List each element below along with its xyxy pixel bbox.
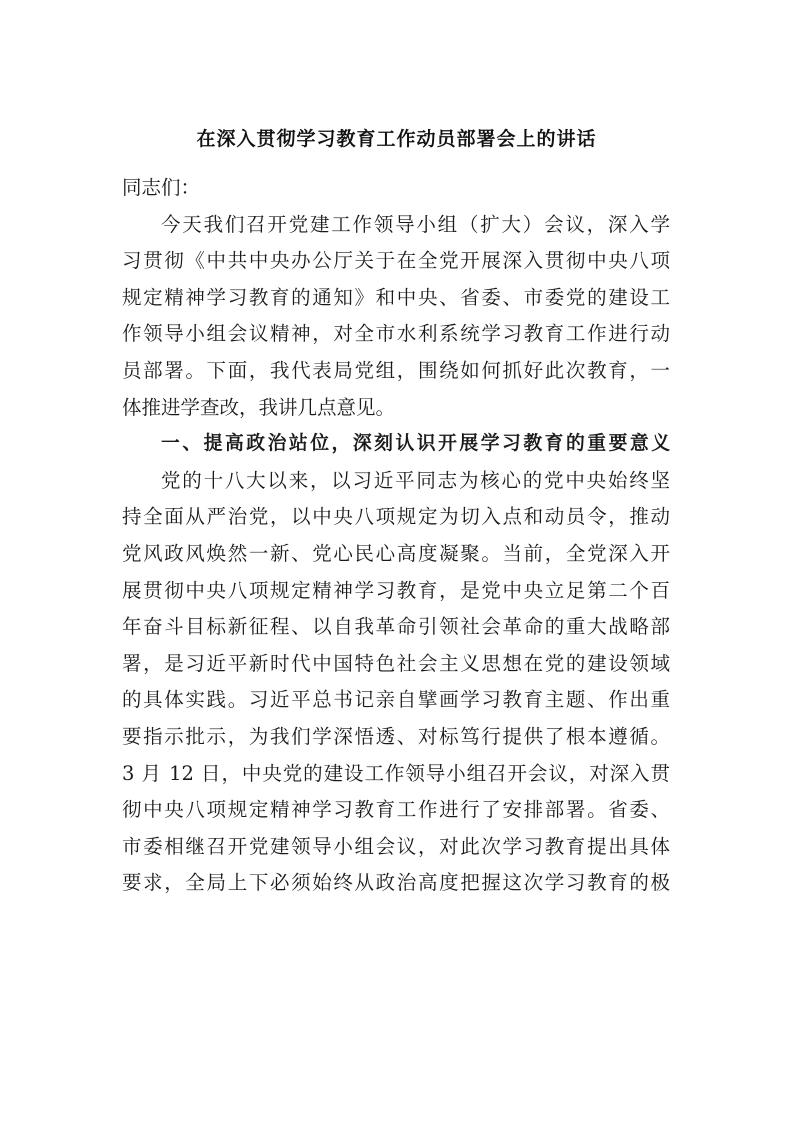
paragraph-line: 署，是习近平新时代中国特色社会主义思想在党的建设领域 <box>122 651 670 675</box>
paragraph-line: 持全面从严治党，以中央八项规定为切入点和动员令，推动 <box>122 505 670 529</box>
section-heading: 一、提高政治站位，深刻认识开展学习教育的重要意义 <box>161 433 670 455</box>
paragraph-line: 党的十八大以来，以习近平同志为核心的党中央始终坚 <box>161 468 670 492</box>
paragraph-line: 展贯彻中央八项规定精神学习教育，是党中央立足第二个百 <box>122 578 670 602</box>
paragraph-line: 习贯彻《中共中央办公厅关于在全党开展深入贯彻中央八项 <box>122 249 670 273</box>
paragraph-line: 今天我们召开党建工作领导小组（扩大）会议，深入学 <box>161 212 670 236</box>
paragraph-line: 彻中央八项规定精神学习教育工作进行了安排部署。省委、 <box>122 798 670 822</box>
paragraph-line: 要指示批示，为我们学深悟透、对标笃行提供了根本遵循。 <box>122 724 670 748</box>
paragraph-line: 规定精神学习教育的通知》和中央、省委、市委党的建设工 <box>122 285 670 309</box>
paragraph-line: 作领导小组会议精神，对全市水利系统学习教育工作进行动 <box>122 322 670 346</box>
paragraph-line: 的具体实践。习近平总书记亲自擘画学习教育主题、作出重 <box>122 688 670 712</box>
paragraph-line: 要求，全局上下必须始终从政治高度把握这次学习教育的极 <box>122 871 670 895</box>
salutation: 同志们： <box>122 176 201 199</box>
document-title: 在深入贯彻学习教育工作动员部署会上的讲话 <box>196 128 597 150</box>
paragraph-line: 党风政风焕然一新、党心民心高度凝聚。当前，全党深入开 <box>122 541 670 565</box>
paragraph-line: 年奋斗目标新征程、以自我革命引领社会革命的重大战略部 <box>122 615 670 639</box>
paragraph-line: 3 月 12 日，中央党的建设工作领导小组召开会议，对深入贯 <box>122 761 670 785</box>
paragraph-line: 体推进学查改，我讲几点意见。 <box>122 395 396 419</box>
document-body <box>122 170 670 902</box>
paragraph-line: 员部署。下面，我代表局党组，围绕如何抓好此次教育，一 <box>122 358 670 382</box>
paragraph-line: 市委相继召开党建领导小组会议，对此次学习教育提出具体 <box>122 834 670 858</box>
